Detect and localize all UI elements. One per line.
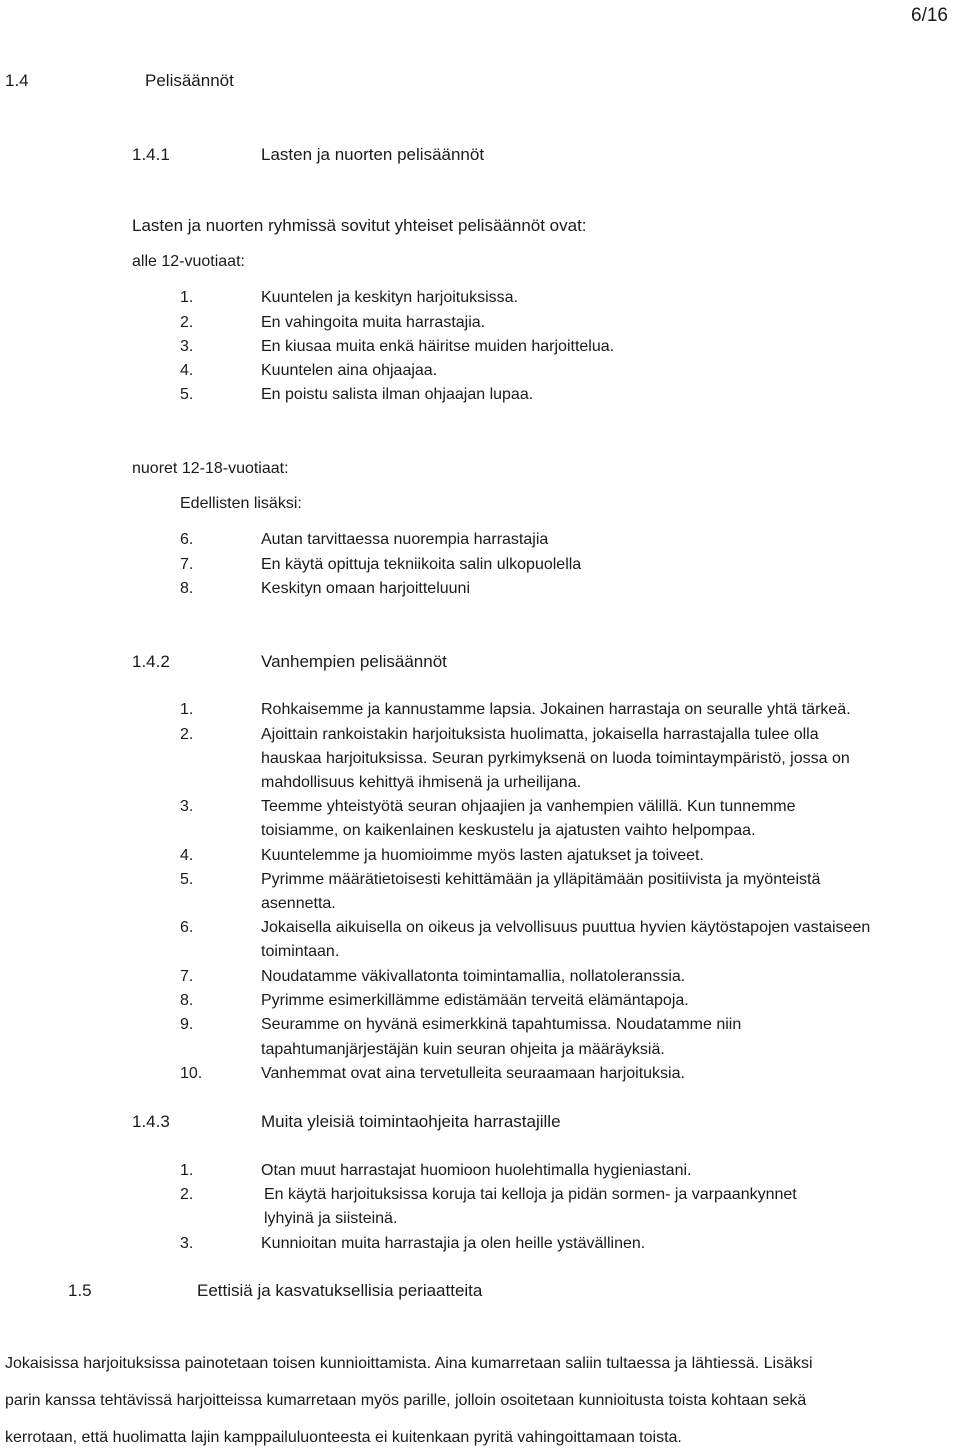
section-title: Eettisiä ja kasvatuksellisia periaatteita: [197, 1281, 483, 1300]
list-number: 1.: [180, 701, 194, 718]
list-number: 4.: [180, 362, 194, 379]
rules-intro: Lasten ja nuorten ryhmissä sovitut yhteiset pelisäännöt ovat:: [132, 216, 587, 235]
paragraph-line: parin kanssa tehtävissä harjoitteissa kumarretaan myös parille, jolloin osoitetaan kunnioitusta toista kohtaan sekä: [5, 1392, 807, 1409]
list-text: Kunnioitan muita harrastajia ja olen heille ystävällinen.: [261, 1235, 646, 1252]
list-text: Pyrimme esimerkillämme edistämään terveitä elämäntapoja.: [261, 992, 689, 1009]
list-text: Kuuntelen aina ohjaajaa.: [261, 362, 438, 379]
list-text: mahdollisuus kehittyä ihmisenä ja urheilijana.: [261, 774, 582, 791]
list-text: Jokaisella aikuisella on oikeus ja velvollisuus puuttua hyvien käytöstapojen vastaiseen: [261, 919, 871, 936]
list-text: Vanhemmat ovat aina tervetulleita seuraamaan harjoituksia.: [261, 1065, 685, 1082]
section-number: 1.5: [68, 1281, 92, 1300]
list-number: 2.: [180, 1186, 194, 1203]
list-text: asennetta.: [261, 895, 336, 912]
list-text: Teemme yhteistyötä seuran ohjaajien ja vanhempien välillä. Kun tunnemme: [261, 798, 796, 815]
list-text: Autan tarvittaessa nuorempia harrastajia: [261, 531, 549, 548]
list-number: 3.: [180, 798, 194, 815]
page-number: 6/16: [911, 5, 948, 26]
list-text: Otan muut harrastajat huomioon huolehtimalla hygieniastani.: [261, 1162, 692, 1179]
section-number: 1.4: [5, 71, 29, 90]
list-number: 3.: [180, 1235, 194, 1252]
list-text: tapahtumanjärjestäjän kuin seuran ohjeita ja määräyksiä.: [261, 1041, 665, 1058]
list-number: 8.: [180, 992, 194, 1009]
list-number: 9.: [180, 1016, 194, 1033]
group-young-label: alle 12-vuotiaat:: [132, 253, 245, 270]
list-text: Kuuntelemme ja huomioimme myös lasten ajatukset ja toiveet.: [261, 847, 704, 864]
list-number: 10.: [180, 1065, 203, 1082]
list-text: Pyrimme määrätietoisesti kehittämään ja ylläpitämään positiivista ja myönteistä: [261, 871, 821, 888]
section-title: Pelisäännöt: [145, 71, 234, 90]
list-text: hauskaa harjoituksissa. Seuran pyrkimyksenä on luoda toimintaympäristö, jossa on: [261, 750, 850, 767]
section-title: Muita yleisiä toimintaohjeita harrastajille: [261, 1112, 561, 1131]
section-title: Vanhempien pelisäännöt: [261, 652, 447, 671]
list-number: 5.: [180, 871, 194, 888]
list-number: 8.: [180, 580, 194, 597]
list-text: En kiusaa muita enkä häiritse muiden harjoittelua.: [261, 338, 615, 355]
paragraph-line: kerrotaan, että huolimatta lajin kamppailuluonteesta ei kuitenkaan pyritä vahingoittamaan toista.: [5, 1429, 682, 1446]
list-text: Seuramme on hyvänä esimerkkinä tapahtumissa. Noudatamme niin: [261, 1016, 742, 1033]
list-text: Noudatamme väkivallatonta toimintamallia, nollatoleranssia.: [261, 968, 686, 985]
list-number: 1.: [180, 1162, 194, 1179]
list-number: 4.: [180, 847, 194, 864]
list-number: 7.: [180, 556, 194, 573]
list-text: lyhyinä ja siisteinä.: [264, 1210, 398, 1227]
section-number: 1.4.3: [132, 1112, 170, 1131]
list-number: 2.: [180, 314, 194, 331]
list-text: Keskityn omaan harjoitteluuni: [261, 580, 471, 597]
list-number: 7.: [180, 968, 194, 985]
teen-prefix: Edellisten lisäksi:: [180, 495, 302, 512]
list-number: 6.: [180, 919, 194, 936]
list-number: 3.: [180, 338, 194, 355]
list-text: Rohkaisemme ja kannustamme lapsia. Jokainen harrastaja on seuralle yhtä tärkeä.: [261, 701, 851, 718]
list-text: toimintaan.: [261, 943, 340, 960]
section-number: 1.4.2: [132, 652, 170, 671]
section-title: Lasten ja nuorten pelisäännöt: [261, 145, 485, 164]
list-number: 5.: [180, 386, 194, 403]
list-text: En käytä harjoituksissa koruja tai kelloja ja pidän sormen- ja varpaankynnet: [264, 1186, 797, 1203]
list-text: toisiamme, on kaikenlainen keskustelu ja ajatusten vaihto helpompaa.: [261, 822, 756, 839]
list-text: En poistu salista ilman ohjaajan lupaa.: [261, 386, 534, 403]
list-text: En vahingoita muita harrastajia.: [261, 314, 486, 331]
list-number: 1.: [180, 289, 194, 306]
list-text: Kuuntelen ja keskityn harjoituksissa.: [261, 289, 519, 306]
list-text: En käytä opittuja tekniikoita salin ulkopuolella: [261, 556, 582, 573]
group-teen-label: nuoret 12-18-vuotiaat:: [132, 460, 289, 477]
list-text: Ajoittain rankoistakin harjoituksista huolimatta, jokaisella harrastajalla tulee olla: [261, 726, 819, 743]
paragraph-line: Jokaisissa harjoituksissa painotetaan toisen kunnioittamista. Aina kumarretaan saliin tultaessa ja lähtiessä. Lisäksi: [5, 1355, 813, 1372]
list-number: 6.: [180, 531, 194, 548]
list-number: 2.: [180, 726, 194, 743]
section-number: 1.4.1: [132, 145, 170, 164]
